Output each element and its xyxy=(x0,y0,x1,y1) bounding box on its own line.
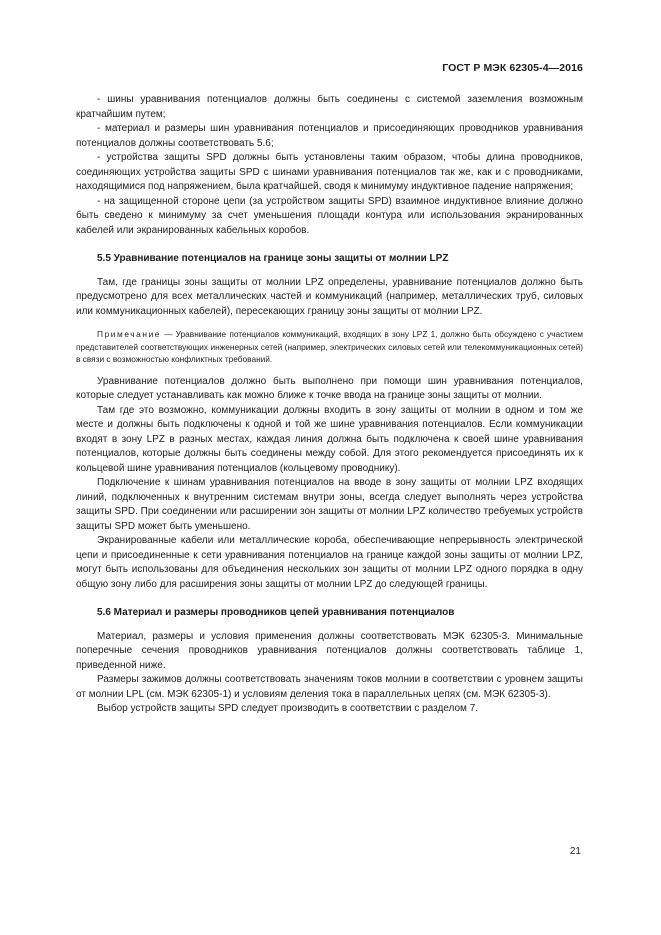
document-body xyxy=(76,93,583,717)
paragraph: Там где это возможно, коммуникации должны входить в зону защиты от молнии в одном и том же месте и должны быть подключены к одной и той же шине уравнивания потенциалов. Если коммуникации входят в зону LPZ в разных местах, каждая линия должна быть подключена к своей шине уравнивания потенциалов, которые должны быть соединены между собой. Для этого рекомендуется присоединять их к кольцевой шине уравнивания потенциалов (кольцевому проводнику). xyxy=(76,404,583,474)
paragraph: Материал, размеры и условия применения должны соответствовать МЭК 62305-3. Минимальные поперечные сечения проводников уравнивания потенциалов должны соответствовать таблице 1, приведенной ниже. xyxy=(76,630,583,671)
list-item: - устройства защиты SPD должны быть установлены таким образом, чтобы длина проводников, соединяющих устройства защиты SPD с шинами уравнивания потенциалов так же, как и с проводниками, находящимися под напряжением, была кратчайшей, сводя к минимуму индуктивное падение напряжения; xyxy=(76,152,583,192)
list-item: - на защищенной стороне цепи (за устройством защиты SPD) взаимное индуктивное влияние должно быть сведено к минимуму за счет уменьшения площади контура или использования экранированных кабелей или экранированных кабельных коробов. xyxy=(76,195,583,236)
list-item: - материал и размеры шин уравнивания потенциалов и присоединяющих проводников уравнивания потенциалов должны соответствовать 5.6; xyxy=(76,123,583,149)
paragraph: Экранированные кабели или металлические короба, обеспечивающие непрерывность электрической цепи и присоединенные к сети уравнивания потенциалов на границе каждой зоны защиты от молнии LPZ, могут быть использованы для объединения нескольких зон защиты от молнии LPZ одного порядка в одну общую зону либо для расширения зоны защиты от молнии LPZ до следующей границы. xyxy=(76,535,583,590)
note-text: — Уравнивание потенциалов коммуникаций, входящих в зону LPZ 1, должно быть обсуждено с участием представителей соответствующих инженерных сетей (например, электрических силовых сетей или телекоммуникационных сетей) в связи с возможностью конфликтных требований. xyxy=(76,329,583,365)
page-number: 21 xyxy=(569,846,581,857)
paragraph: Размеры зажимов должны соответствовать значениям токов молнии в соответствии с уровнем защиты от молнии LPL (см. МЭК 62305-1) и условиям деления тока в параллельных цепях (см. МЭК 62305-3). xyxy=(76,674,583,700)
paragraph: Там, где границы зоны защиты от молнии LPZ определены, уравнивание потенциалов должно быть предусмотрено для всех металлических частей и коммуникаций (например, металлических труб, силовых или коммуникационных кабелей), пересекающих границу зоны защиты от молнии LPZ. xyxy=(76,276,583,317)
section-heading-5-6: 5.6 Материал и размеры проводников цепей уравнивания потенциалов xyxy=(97,607,455,619)
note xyxy=(76,328,583,366)
paragraph: Уравнивание потенциалов должно быть выполнено при помощи шин уравнивания потенциалов, которые следует устанавливать как можно ближе к точке ввода на границе зоны защиты от молнии. xyxy=(76,375,583,402)
paragraph: Подключение к шинам уравнивания потенциалов на вводе в зону защиты от молнии LPZ входящих линий, подключенных к внутренним системам внутри зоны, всегда следует выполнять через устройства защиты SPD. При соединении или расширении зон защиты от молнии LPZ количество требуемых устройств защиты SPD может быть уменьшено. xyxy=(76,477,583,532)
paragraph: Выбор устройств защиты SPD следует производить в соответствии с разделом 7. xyxy=(97,703,479,715)
list-item: - шины уравнивания потенциалов должны быть соединены с системой заземления возможным кратчайшим путем; xyxy=(76,94,583,120)
section-heading-5-5: 5.5 Уравнивание потенциалов на границе зоны защиты от молнии LPZ xyxy=(97,253,449,264)
note-label: Примечание xyxy=(97,329,162,339)
document-header: ГОСТ Р МЭК 62305-4—2016 xyxy=(442,62,583,74)
